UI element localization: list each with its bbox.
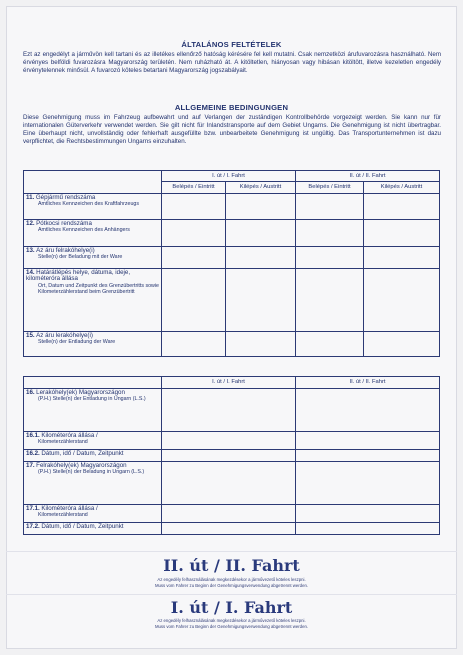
row-main-label: Az áru felrakóhelye(i): [36, 247, 95, 254]
row-label: [24, 462, 162, 505]
row-label: [24, 194, 162, 220]
table-row: [24, 389, 440, 432]
input-cell[interactable]: [364, 269, 440, 332]
row-sub-label: Amtliches Kennzeichen des Anhängers: [38, 227, 130, 234]
table-row: [24, 432, 440, 450]
trip2-exit-header: Kilépés / Austritt: [364, 182, 440, 194]
input-cell[interactable]: [296, 432, 440, 450]
input-cell[interactable]: [162, 523, 296, 535]
input-cell[interactable]: [162, 247, 226, 269]
row-sub-label: Kilometerzählerstand: [38, 439, 88, 446]
input-cell[interactable]: [162, 389, 296, 432]
trip1-footer-title: I. út / I. Fahrt: [170, 598, 293, 617]
table-row: [24, 194, 440, 220]
table-row: [24, 523, 440, 535]
input-cell[interactable]: [296, 247, 364, 269]
input-cell[interactable]: [226, 247, 296, 269]
perforation-line: [6, 594, 457, 595]
table-corner-cell: [24, 171, 162, 182]
row-main-label: Kilométeróra állása /: [41, 505, 98, 512]
table-row: [24, 269, 440, 332]
row-sub-label: (P.H.) Stelle(n) der Entladung in Ungarn (L.S.): [38, 396, 146, 403]
trip1-footer-note-hu: Az engedély felhasználásának megkezdésekor a járművezető köteles leszpni.: [157, 618, 306, 623]
trip1-footer-note-de: Muss vom Fahrer zu Beginn der Genehmigungsverwendung abgetrennt werden.: [154, 624, 309, 629]
trip2-header: II. út / II. Fahrt: [296, 377, 440, 389]
input-cell[interactable]: [364, 247, 440, 269]
input-cell[interactable]: [296, 269, 364, 332]
row-number: 14.: [26, 269, 35, 276]
row-number: 13.: [26, 247, 35, 254]
row-sub-label: (P.H.) Stelle(n) der Beladung in Ungarn (L.S.): [38, 469, 145, 476]
row-sub-label: Kilometerzählerstand: [38, 512, 88, 519]
row-number: 17.2.: [26, 523, 40, 530]
border-crossing-table: [23, 170, 440, 357]
row-main-label: Lerakóhely(ek) Magyarországon: [36, 389, 125, 396]
input-cell[interactable]: [296, 194, 364, 220]
general-conditions-de-text: Diese Genehmigung muss im Fahrzeug aufbewahrt und auf Verlangen der zuständigen Kontrollbehörde vorgezeigt werden. Sie kann nur für internationalen Güterverkehr verwendet werden. Sie gilt nicht für Inlandstransporte auf dem Gebiet Ungarns. Die Genehmigung ist nicht übertragbar. Eine überhaupt nicht, unvollständig oder fehlerhaft ausgefüllte bzw. unbearbeitete Genehmigung ist ungültig. Das Transportunternehmen ist dazu verpflichtet, die Rechtsbestimmungen Ungarns einzuhalten.: [23, 114, 441, 146]
input-cell[interactable]: [162, 505, 296, 523]
row-label: [24, 450, 162, 462]
row-label: [24, 505, 162, 523]
table-row: [24, 220, 440, 247]
row-main-label: Felrakóhely(ek) Magyarországon: [36, 462, 127, 469]
perforation-line: [6, 551, 457, 552]
row-number: 16.2.: [26, 450, 40, 457]
input-cell[interactable]: [296, 523, 440, 535]
table-row: [24, 462, 440, 505]
table-corner-cell-lower: [24, 182, 162, 194]
trip1-header: I. út / I. Fahrt: [162, 171, 296, 182]
trip1-entry-header: Belépés / Eintritt: [162, 182, 226, 194]
row-main-label: Határátlépés helye, dátuma, ideje, kilométeróra állása: [26, 269, 131, 283]
table-row: [24, 332, 440, 357]
row-number: 12.: [26, 220, 35, 227]
row-label: [24, 332, 162, 357]
row-label: [24, 220, 162, 247]
general-conditions-hu-title: ÁLTALÁNOS FELTÉTELEK: [181, 40, 282, 49]
table-row: [24, 505, 440, 523]
row-label: [24, 389, 162, 432]
table-row: [24, 247, 440, 269]
input-cell[interactable]: [226, 332, 296, 357]
input-cell[interactable]: [296, 505, 440, 523]
row-number: 15.: [26, 332, 35, 339]
row-number: 17.: [26, 462, 35, 469]
input-cell[interactable]: [162, 194, 226, 220]
row-main-label: Pótkocsi rendszáma: [36, 220, 92, 227]
row-sub-label: Ort, Datum und Zeitpunkt des Grenzübertritts sowie Kilometerzählerstand beim Grenzübertritt: [38, 282, 159, 295]
row-main-label: Dátum, idő / Datum, Zeitpunkt: [41, 523, 124, 530]
row-label: [24, 269, 162, 332]
row-label: [24, 523, 162, 535]
row-number: 16.1.: [26, 432, 40, 439]
input-cell[interactable]: [296, 462, 440, 505]
row-number: 17.1.: [26, 505, 40, 512]
trip2-footer-note-de: Muss vom Fahrer zu Beginn der Genehmigungsverwendung abgetrennt werden.: [154, 583, 309, 588]
input-cell[interactable]: [226, 269, 296, 332]
input-cell[interactable]: [296, 450, 440, 462]
input-cell[interactable]: [162, 269, 226, 332]
input-cell[interactable]: [162, 462, 296, 505]
row-main-label: Gépjármű rendszáma: [35, 194, 96, 201]
row-label: [24, 432, 162, 450]
input-cell[interactable]: [364, 332, 440, 357]
row-sub-label: Stelle(n) der Beladung mit der Ware: [38, 254, 123, 261]
trip1-header: I. út / I. Fahrt: [162, 377, 296, 389]
row-sub-label: Stelle(n) der Entladung der Ware: [38, 339, 116, 346]
row-number: 16.: [26, 389, 35, 396]
table-corner-cell: [24, 377, 162, 389]
row-sub-label: Amtliches Kennzeichen des Kraftfahrzeugs: [38, 201, 139, 208]
input-cell[interactable]: [296, 389, 440, 432]
row-main-label: Kilométeróra állása /: [41, 432, 98, 439]
row-label: [24, 247, 162, 269]
general-conditions-hu-text: Ezt az engedélyt a járművön kell tartani és az illetékes ellenőrző hatóság kérésére fel kell mutatni. Csak nemzetközi árufuvarozásra használható. Nem érvényes belföldi fuvarozásra Magyarország területén. Nem ruházható át. A kitöltetlen, hiányosan vagy hibásan kitöltött, illetve kezeletlen engedély érvénytelennek minősül. A fuvarozó köteles betartani Magyarország jogszabályait.: [23, 51, 441, 75]
input-cell[interactable]: [162, 432, 296, 450]
hungary-stops-table: [23, 376, 440, 535]
trip2-footer-title: II. út / II. Fahrt: [163, 556, 300, 575]
trip1-exit-header: Kilépés / Austritt: [226, 182, 296, 194]
row-main-label: Az áru lerakóhelye(i): [36, 332, 93, 339]
input-cell[interactable]: [364, 194, 440, 220]
input-cell[interactable]: [162, 220, 226, 247]
input-cell[interactable]: [162, 450, 296, 462]
input-cell[interactable]: [162, 332, 226, 357]
trip2-footer-note-hu: Az engedély felhasználásának megkezdésekor a járművezető köteles leszpni.: [157, 577, 306, 582]
input-cell[interactable]: [226, 220, 296, 247]
input-cell[interactable]: [226, 194, 296, 220]
trip2-header: II. út / II. Fahrt: [296, 171, 440, 182]
row-main-label: Dátum, idő / Datum, Zeitpunkt: [41, 450, 124, 457]
table-row: [24, 450, 440, 462]
input-cell[interactable]: [364, 220, 440, 247]
general-conditions-de-title: ALLGEMEINE BEDINGUNGEN: [174, 103, 289, 112]
trip2-entry-header: Belépés / Eintritt: [296, 182, 364, 194]
input-cell[interactable]: [296, 332, 364, 357]
input-cell[interactable]: [296, 220, 364, 247]
row-number: 11.: [26, 194, 35, 201]
